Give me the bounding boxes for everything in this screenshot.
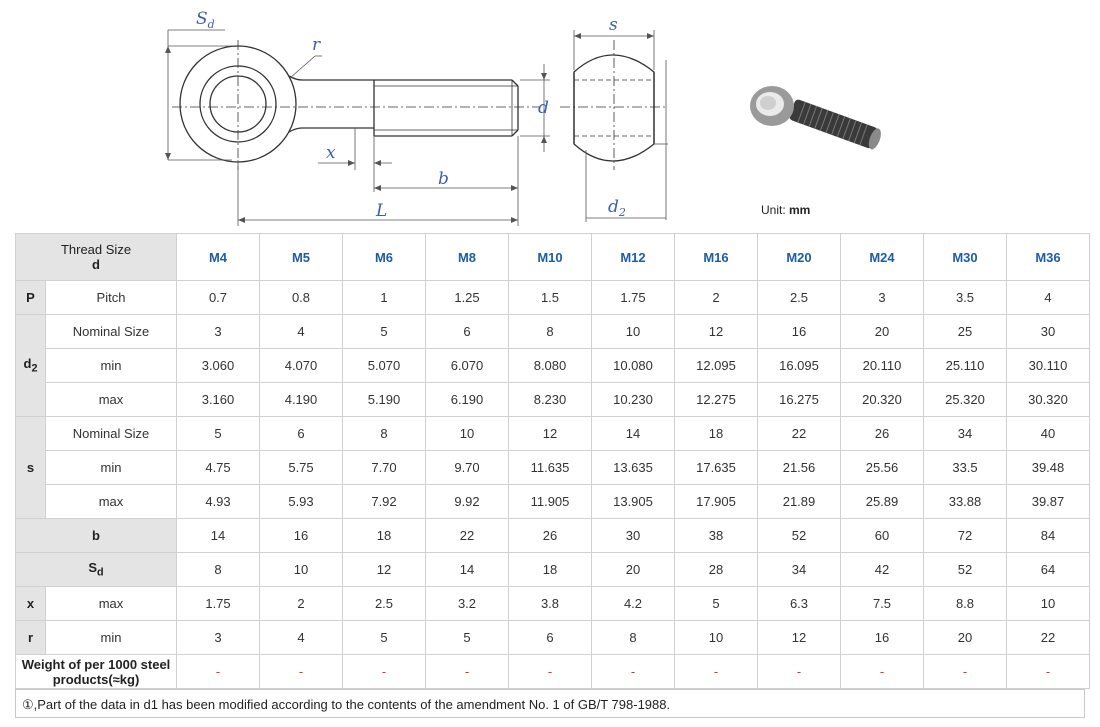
table-cell: 25 (924, 315, 1007, 349)
table-cell: - (426, 655, 509, 689)
size-header: M5 (260, 234, 343, 281)
table-cell: 16 (841, 621, 924, 655)
table-cell: 4 (260, 315, 343, 349)
footnote: ①,Part of the data in d1 has been modified according to the contents of the amendment No. 1 of GB/T 798-1988. (15, 689, 1085, 718)
technical-drawing (0, 0, 1100, 232)
table-cell: - (343, 655, 426, 689)
table-cell: 26 (509, 519, 592, 553)
table-cell: 84 (1007, 519, 1090, 553)
row-label: max (46, 587, 177, 621)
table-cell: 20 (841, 315, 924, 349)
row-x (16, 587, 1090, 621)
table-cell: - (924, 655, 1007, 689)
table-cell: 4 (260, 621, 343, 655)
table-cell: 3 (841, 281, 924, 315)
table-cell: 3.160 (177, 383, 260, 417)
row-s-nominal (16, 417, 1090, 451)
row-r (16, 621, 1090, 655)
table-cell: 2 (260, 587, 343, 621)
label-x: x (326, 143, 336, 163)
table-cell: 30 (1007, 315, 1090, 349)
table-cell: 12 (509, 417, 592, 451)
table-cell: 11.905 (509, 485, 592, 519)
table-cell: 72 (924, 519, 1007, 553)
table-cell: 6 (260, 417, 343, 451)
table-cell: 14 (177, 519, 260, 553)
table-cell: 8 (509, 315, 592, 349)
table-cell: 8.8 (924, 587, 1007, 621)
row-s-min (16, 451, 1090, 485)
table-cell: 40 (1007, 417, 1090, 451)
table-cell: 4.190 (260, 383, 343, 417)
table-cell: - (177, 655, 260, 689)
table-cell: 1 (343, 281, 426, 315)
table-cell: 33.88 (924, 485, 1007, 519)
table-cell: 9.92 (426, 485, 509, 519)
table-cell: 5 (343, 621, 426, 655)
table-cell: 39.87 (1007, 485, 1090, 519)
table-cell: 13.905 (592, 485, 675, 519)
table-cell: 4.93 (177, 485, 260, 519)
row-weight (16, 655, 1090, 689)
table-cell: 4.2 (592, 587, 675, 621)
table-cell: 12.275 (675, 383, 758, 417)
table-cell: 8.230 (509, 383, 592, 417)
table-cell: 3.060 (177, 349, 260, 383)
table-cell: 16 (260, 519, 343, 553)
table-cell: 21.89 (758, 485, 841, 519)
group-label-r: r (16, 621, 46, 655)
row-label: max (46, 485, 177, 519)
row-b (16, 519, 1090, 553)
table-cell: 6.070 (426, 349, 509, 383)
table-cell: 2.5 (758, 281, 841, 315)
table-cell: 3.8 (509, 587, 592, 621)
row-s-max (16, 485, 1090, 519)
table-cell: 9.70 (426, 451, 509, 485)
table-cell: 12 (675, 315, 758, 349)
table-cell: 6.190 (426, 383, 509, 417)
table-cell: 5 (675, 587, 758, 621)
table-cell: 20.320 (841, 383, 924, 417)
table-cell: 7.70 (343, 451, 426, 485)
table-cell: 5 (426, 621, 509, 655)
group-label-s: s (16, 417, 46, 519)
table-cell: 5.93 (260, 485, 343, 519)
size-header: M12 (592, 234, 675, 281)
table-cell: 38 (675, 519, 758, 553)
table-cell: 25.110 (924, 349, 1007, 383)
table-cell: 8 (343, 417, 426, 451)
table-cell: 6 (426, 315, 509, 349)
weight-label: Weight of per 1000 steel products(≈kg) (16, 655, 177, 689)
table-cell: - (1007, 655, 1090, 689)
table-cell: 3.2 (426, 587, 509, 621)
group-label-x: x (16, 587, 46, 621)
table-cell: 10.230 (592, 383, 675, 417)
table-cell: 12 (758, 621, 841, 655)
table-cell: 14 (426, 553, 509, 587)
table-cell: 60 (841, 519, 924, 553)
group-label-sd: $S_d$ (16, 553, 177, 587)
table-cell: 3 (177, 621, 260, 655)
table-cell: 22 (758, 417, 841, 451)
table-cell: 39.48 (1007, 451, 1090, 485)
table-cell: - (509, 655, 592, 689)
table-cell: 10 (260, 553, 343, 587)
row-sd (16, 553, 1090, 587)
table-cell: - (841, 655, 924, 689)
table-cell: - (675, 655, 758, 689)
row-label: min (46, 451, 177, 485)
table-cell: 20 (592, 553, 675, 587)
table-cell: 17.905 (675, 485, 758, 519)
table-cell: 10 (592, 315, 675, 349)
row-label: Nominal Size (46, 315, 177, 349)
size-header: M36 (1007, 234, 1090, 281)
table-cell: 1.5 (509, 281, 592, 315)
table-cell: 28 (675, 553, 758, 587)
table-cell: 18 (675, 417, 758, 451)
table-cell: 52 (758, 519, 841, 553)
table-cell: 20 (924, 621, 1007, 655)
table-cell: 3.5 (924, 281, 1007, 315)
row-label: Nominal Size (46, 417, 177, 451)
table-cell: 1.25 (426, 281, 509, 315)
thread-size-header: Thread Size d (16, 234, 177, 281)
table-cell: 7.5 (841, 587, 924, 621)
unit-label: Unit: mm (761, 203, 811, 217)
table-cell: 5 (343, 315, 426, 349)
table-cell: 2 (675, 281, 758, 315)
table-cell: 34 (924, 417, 1007, 451)
group-label-b: b (16, 519, 177, 553)
table-cell: 8 (592, 621, 675, 655)
group-label-d2: $d_2$ (16, 315, 46, 417)
table-cell: 10 (675, 621, 758, 655)
row-label: Pitch (46, 281, 177, 315)
table-cell: 7.92 (343, 485, 426, 519)
table-cell: 17.635 (675, 451, 758, 485)
table-cell: 5.070 (343, 349, 426, 383)
table-cell: 4 (1007, 281, 1090, 315)
size-header: M20 (758, 234, 841, 281)
table-cell: 16.275 (758, 383, 841, 417)
table-cell: 10 (1007, 587, 1090, 621)
table-cell: 52 (924, 553, 1007, 587)
label-d: d (538, 98, 549, 118)
table-cell: 30.320 (1007, 383, 1090, 417)
table-cell: 26 (841, 417, 924, 451)
table-cell: 33.5 (924, 451, 1007, 485)
table-cell: 11.635 (509, 451, 592, 485)
table-cell: 30 (592, 519, 675, 553)
table-cell: 0.7 (177, 281, 260, 315)
table-cell: 18 (509, 553, 592, 587)
neck-top (289, 76, 374, 80)
table-cell: 4.070 (260, 349, 343, 383)
table-cell: 22 (426, 519, 509, 553)
group-label-p: P (16, 281, 46, 315)
table-cell: 20.110 (841, 349, 924, 383)
table-cell: 12 (343, 553, 426, 587)
table-cell: 5 (177, 417, 260, 451)
table-cell: - (758, 655, 841, 689)
table-cell: - (260, 655, 343, 689)
table-cell: 5.75 (260, 451, 343, 485)
header-row (16, 234, 1090, 281)
table-cell: 3 (177, 315, 260, 349)
row-d2-nominal (16, 315, 1090, 349)
size-header: M4 (177, 234, 260, 281)
table-cell: 13.635 (592, 451, 675, 485)
table-cell: 0.8 (260, 281, 343, 315)
neck-bottom (289, 128, 374, 132)
table-cell: 2.5 (343, 587, 426, 621)
table-cell: 16 (758, 315, 841, 349)
table-cell: 4.75 (177, 451, 260, 485)
size-header: M8 (426, 234, 509, 281)
table-cell: 16.095 (758, 349, 841, 383)
row-label: min (46, 349, 177, 383)
table-cell: 34 (758, 553, 841, 587)
spec-table (15, 233, 1090, 689)
table-cell: 22 (1007, 621, 1090, 655)
label-d2: $d_2$ (608, 197, 626, 219)
size-header: M30 (924, 234, 1007, 281)
table-cell: 21.56 (758, 451, 841, 485)
size-header: M24 (841, 234, 924, 281)
table-cell: 10.080 (592, 349, 675, 383)
table-cell: 25.56 (841, 451, 924, 485)
table-cell: 5.190 (343, 383, 426, 417)
table-cell: 12.095 (675, 349, 758, 383)
table-cell: 1.75 (592, 281, 675, 315)
row-d2-min (16, 349, 1090, 383)
size-header: M16 (675, 234, 758, 281)
table-cell: 10 (426, 417, 509, 451)
table-cell: 25.320 (924, 383, 1007, 417)
table-cell: 30.110 (1007, 349, 1090, 383)
size-header: M6 (343, 234, 426, 281)
row-label: min (46, 621, 177, 655)
table-cell: 64 (1007, 553, 1090, 587)
table-cell: - (592, 655, 675, 689)
table-cell: 14 (592, 417, 675, 451)
size-header: M10 (509, 234, 592, 281)
table-cell: 6 (509, 621, 592, 655)
label-r: r (312, 35, 321, 55)
table-cell: 18 (343, 519, 426, 553)
row-d2-max (16, 383, 1090, 417)
row-label: max (46, 383, 177, 417)
label-sd: $S_d$ (196, 9, 215, 31)
row-pitch (16, 281, 1090, 315)
table-cell: 8 (177, 553, 260, 587)
eye-bolt-drawing (0, 0, 1100, 232)
table-cell: 25.89 (841, 485, 924, 519)
table-cell: 6.3 (758, 587, 841, 621)
label-s: s (609, 15, 618, 35)
table-cell: 42 (841, 553, 924, 587)
eye-bolt-3d-icon (750, 86, 883, 151)
table-cell: 8.080 (509, 349, 592, 383)
table-cell: 1.75 (177, 587, 260, 621)
label-L: L (376, 201, 388, 221)
label-b: b (438, 169, 449, 189)
